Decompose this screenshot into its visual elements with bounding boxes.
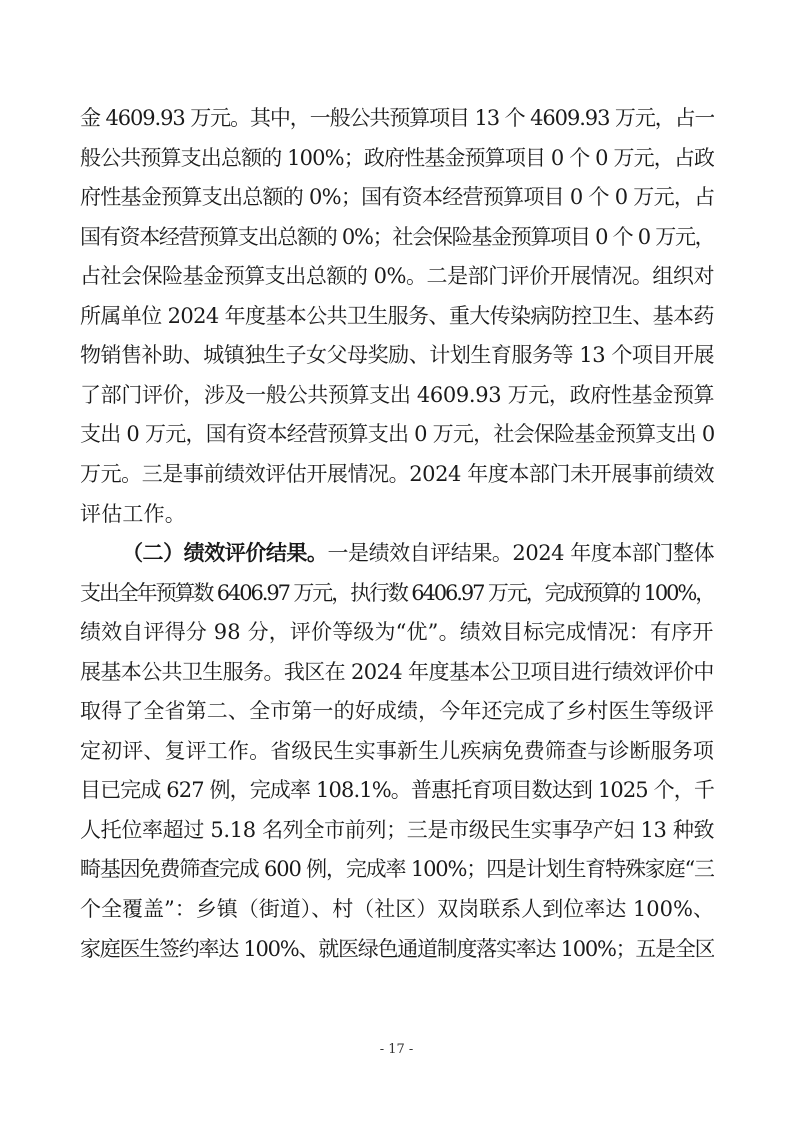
- text-line: 所属单位 2024 年度基本公共卫生服务、重大传染病防控卫生、基本药: [80, 303, 714, 328]
- text-line: 支出全年预算数 6406.97 万元，执行数 6406.97 万元，完成预算的 100%，: [80, 580, 715, 605]
- page-number: - 17 -: [379, 1042, 414, 1057]
- section-heading: （二）绩效评价结果。: [122, 541, 328, 566]
- text-line: 占社会保险基金预算支出总额的 0%。二是部门评价开展情况。组织对: [80, 264, 714, 289]
- text-line: 人托位率超过 5.18 名列全市前列；三是市级民生实事孕产妇 13 种致: [80, 817, 715, 842]
- text-line: 展基本公共卫生服务。我区在 2024 年度基本公卫项目进行绩效评价中: [80, 659, 714, 684]
- text-line: 物销售补助、城镇独生子女父母奖励、计划生育服务等 13 个项目开展: [80, 343, 715, 368]
- text-line: 支出 0 万元，国有资本经营预算支出 0 万元，社会保险基金预算支出 0: [80, 422, 715, 447]
- text-line: 畸基因免费筛查完成 600 例，完成率 100%；四是计划生育特殊家庭“三: [80, 857, 714, 882]
- text-line: 评估工作。: [80, 501, 186, 526]
- text-line: 万元。三是事前绩效评估开展情况。2024 年度本部门未开展事前绩效: [80, 461, 715, 486]
- section-heading-line: [122, 538, 714, 568]
- text-line: 府性基金预算支出总额的 0%；国有资本经营预算项目 0 个 0 万元，占: [80, 185, 715, 210]
- text-line: 取得了全省第二、全市第一的好成绩，今年还完成了乡村医生等级评: [80, 699, 714, 724]
- text-line: 定初评、复评工作。省级民生实事新生儿疾病免费筛查与诊断服务项: [80, 738, 714, 763]
- text-line: 绩效自评得分 98 分，评价等级为“优”。绩效目标完成情况：有序开: [80, 620, 714, 645]
- text-line: 个全覆盖”：乡镇（街道）、村（社区）双岗联系人到位率达 100%、: [80, 897, 714, 921]
- section-heading-rest: 一是绩效自评结果。2024 年度本部门整体: [327, 541, 715, 566]
- text-line: 金 4609.93 万元。其中，一般公共预算项目 13 个 4609.93 万元，占一: [80, 106, 715, 130]
- text-line: 目已完成 627 例，完成率 108.1%。普惠托育项目数达到 1025 个，千: [80, 778, 714, 803]
- text-line: 般公共预算支出总额的 100%；政府性基金预算项目 0 个 0 万元，占政: [80, 145, 715, 170]
- text-line: 了部门评价，涉及一般公共预算支出 4609.93 万元，政府性基金预算: [80, 382, 715, 407]
- text-line: 国有资本经营预算支出总额的 0%；社会保险基金预算项目 0 个 0 万元，: [80, 224, 715, 249]
- text-line: 家庭医生签约率达 100%、就医绿色通道制度落实率达 100%；五是全区: [80, 936, 715, 961]
